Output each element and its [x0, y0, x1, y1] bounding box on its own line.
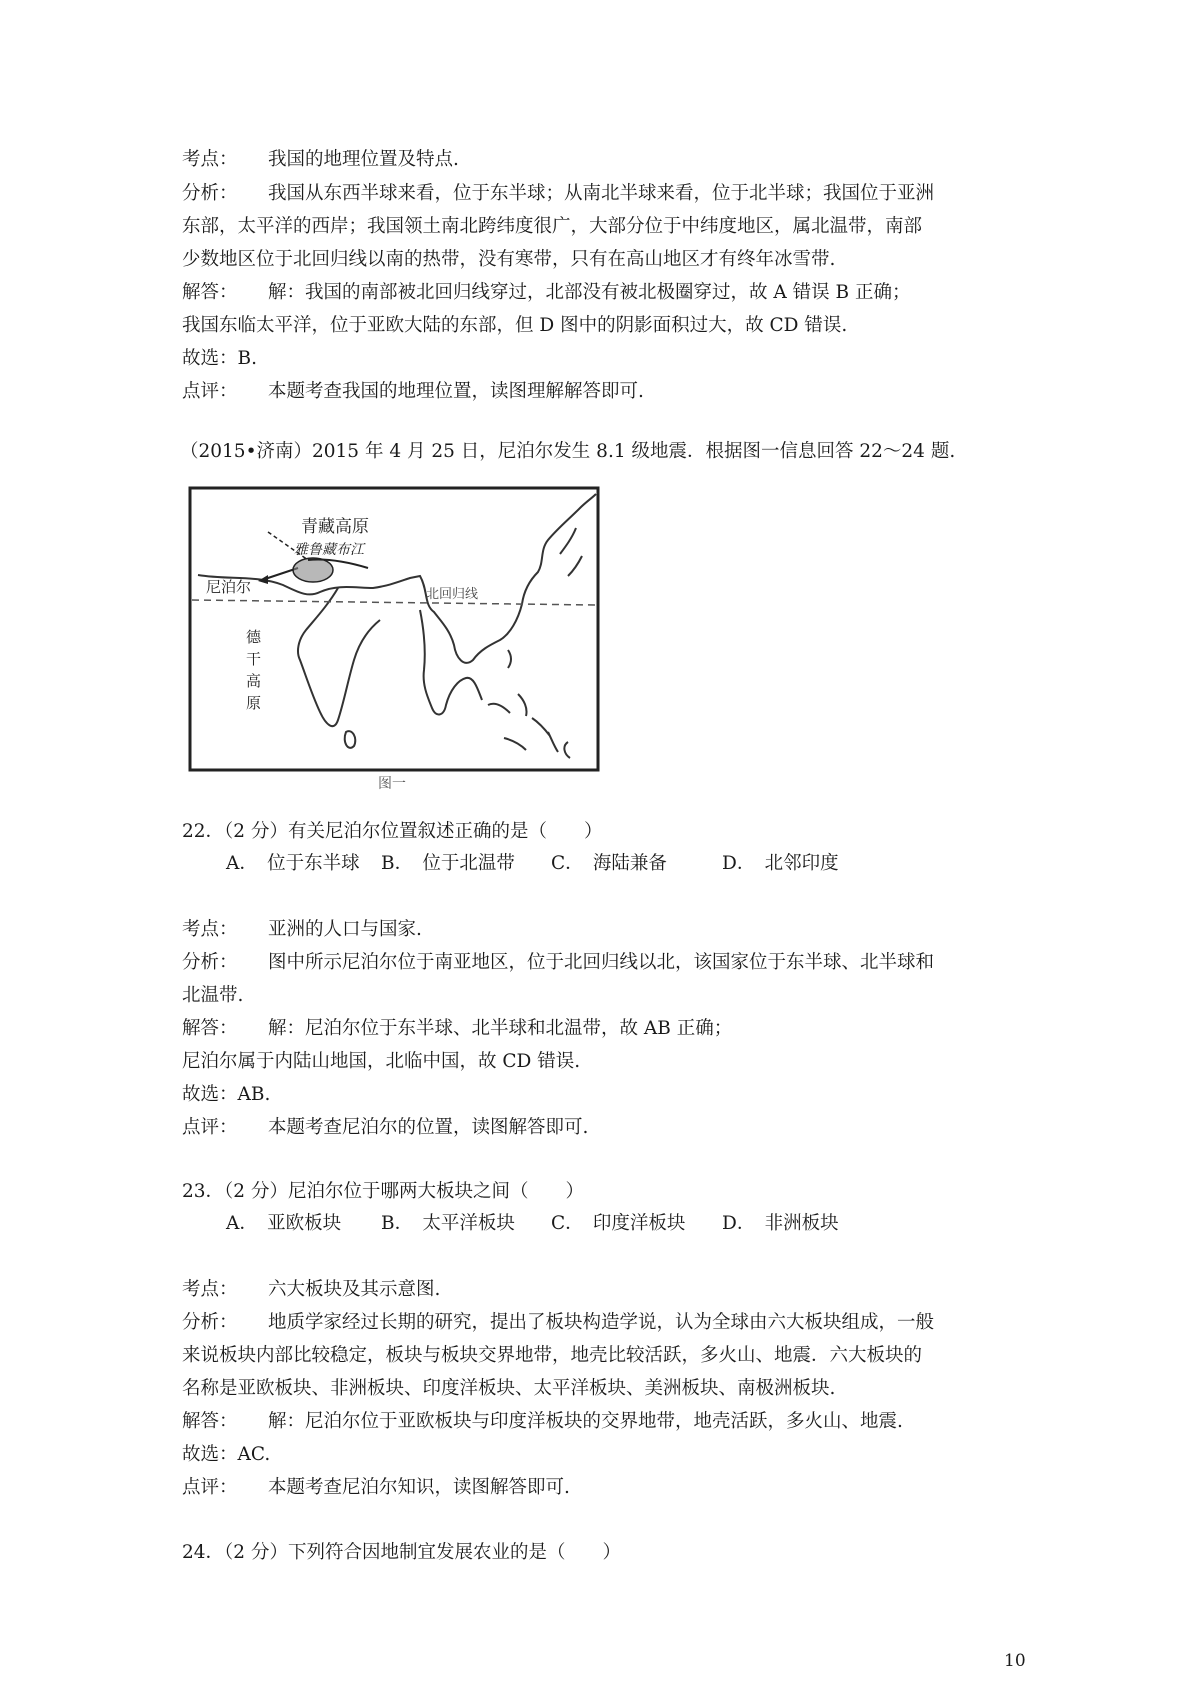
question-group-intro: （2015•济南）2015 年 4 月 25 日，尼泊尔发生 8.1 级地震．根据图一信息回答 22～24 题.	[180, 441, 956, 462]
q23-option-b: B． 太平洋板块	[381, 1213, 515, 1234]
q23-fenxi-line2: 来说板块内部比较稳定，板块与板块交界地带，地壳比较活跃，多火山、地震．六大板块的	[182, 1345, 923, 1366]
q21-jieda: 解答： 解：我国的南部被北回归线穿过，北部没有被北极圈穿过，故 A 错误 B 正确；	[182, 282, 911, 303]
q21-kaodian: 考点： 我国的地理位置及特点.	[182, 149, 459, 170]
q22-dianping: 点评： 本题考查尼泊尔的位置，读图解答即可.	[182, 1117, 589, 1138]
map-label-river: 雅鲁藏布江	[294, 542, 364, 558]
q22-option-a: A． 位于东半球	[226, 853, 360, 874]
q22-option-d: D． 北邻印度	[722, 853, 839, 874]
map-label-nepal: 尼泊尔	[206, 578, 252, 596]
q23-fenxi-line3: 名称是亚欧板块、非洲板块、印度洋板块、太平洋板块、美洲板块、南极洲板块.	[182, 1378, 836, 1399]
q21-dianping: 点评： 本题考查我国的地理位置，读图理解解答即可.	[182, 381, 644, 402]
q24-stem: 24．（2 分）下列符合因地制宜发展农业的是（ ）	[182, 1542, 621, 1563]
q21-fenxi: 分析： 我国从东西半球来看，位于东半球；从南北半球来看，位于北半球；我国位于亚洲	[182, 183, 935, 204]
q22-fenxi: 分析： 图中所示尼泊尔位于南亚地区，位于北回归线以北，该国家位于东半球、北半球和	[182, 952, 935, 973]
q22-answer: 故选：AB.	[182, 1084, 271, 1105]
map-label-plateau: 青藏高原	[301, 517, 369, 537]
q21-fenxi-line3: 少数地区位于北回归线以南的热带，没有寒带，只有在高山地区才有终年冰雪带.	[182, 249, 836, 270]
q22-option-c: C． 海陆兼备	[551, 853, 667, 874]
q22-options	[226, 852, 839, 876]
q23-option-c: C． 印度洋板块	[551, 1213, 686, 1234]
q23-kaodian: 考点： 六大板块及其示意图.	[182, 1279, 441, 1300]
q23-options	[226, 1212, 839, 1236]
map-label-deccan-4: 原	[246, 694, 262, 712]
map-label-deccan-2: 干	[246, 650, 262, 668]
map-label-deccan-1: 德	[246, 628, 262, 646]
nepal-shaded-area	[293, 558, 333, 582]
q23-option-d: D． 非洲板块	[722, 1213, 839, 1234]
q22-stem: 22．（2 分）有关尼泊尔位置叙述正确的是（ ）	[182, 821, 603, 842]
q23-fenxi: 分析： 地质学家经过长期的研究，提出了板块构造学说，认为全球由六大板块组成，一般	[182, 1312, 935, 1333]
q23-jieda: 解答： 解：尼泊尔位于亚欧板块与印度洋板块的交界地带，地壳活跃，多火山、地震.	[182, 1411, 903, 1432]
q23-option-a: A． 亚欧板块	[226, 1213, 342, 1234]
q22-jieda-line2: 尼泊尔属于内陆山地国，北临中国，故 CD 错误.	[182, 1051, 581, 1072]
nepal-map-figure	[188, 480, 608, 795]
q23-stem: 23．（2 分）尼泊尔位于哪两大板块之间（ ）	[182, 1181, 584, 1202]
map-label-tropic: 北回归线	[426, 587, 479, 602]
q22-jieda: 解答： 解：尼泊尔位于东半球、北半球和北温带，故 AB 正确；	[182, 1018, 733, 1039]
q21-jieda-line2: 我国东临太平洋，位于亚欧大陆的东部，但 D 图中的阴影面积过大，故 CD 错误.	[182, 315, 848, 336]
q22-option-b: B． 位于北温带	[381, 853, 515, 874]
page-number: 10	[1004, 1651, 1026, 1671]
q22-fenxi-line2: 北温带.	[182, 985, 244, 1006]
q21-fenxi-line2: 东部，太平洋的西岸；我国领土南北跨纬度很广，大部分位于中纬度地区，属北温带，南部	[182, 216, 923, 237]
q22-kaodian: 考点： 亚洲的人口与国家.	[182, 919, 422, 940]
q21-answer: 故选：B.	[182, 348, 257, 369]
q23-dianping: 点评： 本题考查尼泊尔知识，读图解答即可.	[182, 1477, 570, 1498]
q23-answer: 故选：AC.	[182, 1444, 271, 1465]
map-caption: 图一	[378, 776, 406, 792]
map-label-deccan-3: 高	[246, 672, 262, 690]
